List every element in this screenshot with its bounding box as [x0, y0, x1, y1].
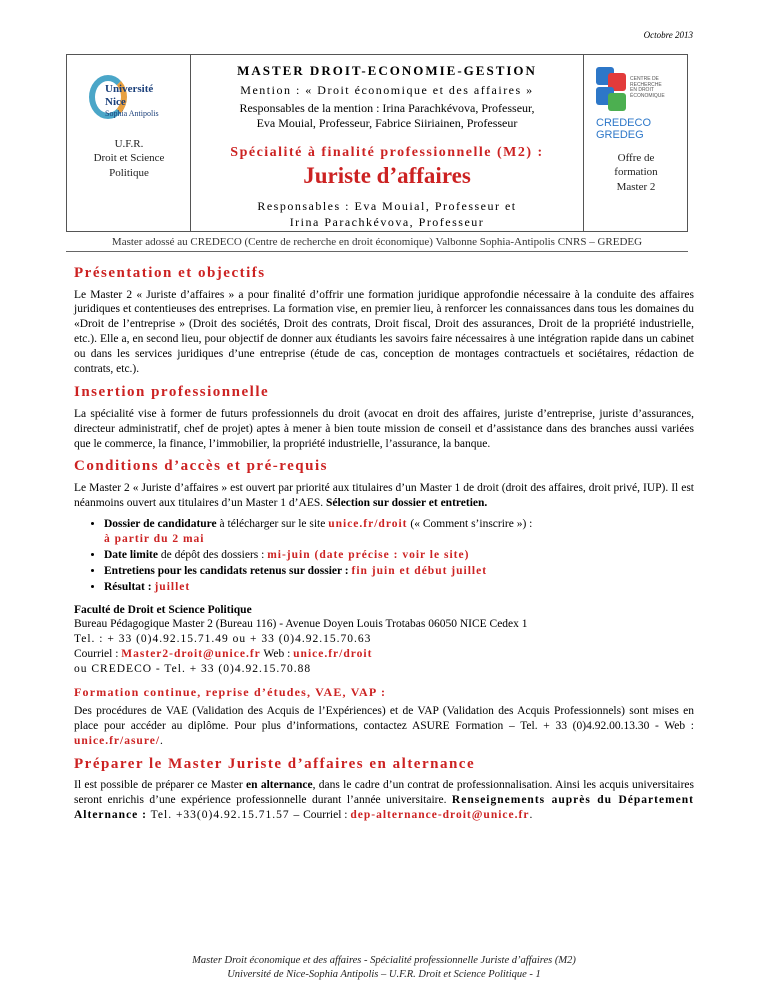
divider — [66, 251, 688, 252]
list-item — [104, 580, 694, 595]
logo-text-1: Université — [105, 83, 154, 95]
bullet-label: Dossier de candidature — [104, 517, 217, 530]
adosse-note: Master adossé au CREDECO (Centre de recherche en droit économique) Valbonne Sophia-Antipolis CNRS – GREDEG — [111, 236, 643, 248]
credeco-tel: ou CREDECO - Tel. + 33 (0)4.92.15.70.88 — [74, 663, 312, 676]
asure-link[interactable]: unice.fr/asure/ — [74, 734, 161, 747]
alternance-text: Il est possible de préparer ce Master en alternance, dans le cadre d’un contrat de professionnalisation. Ainsi les acquis universitaires seront enrichis d’une expérience professionnelle durant l’année universitaire. Renseignements auprès du Département Alternance : Tel. +33(0)4.92.15.71.57 – Courriel : dep-alternance-droit@unice.fr. — [74, 779, 695, 821]
web-link[interactable]: unice.fr/droit — [293, 648, 373, 661]
contact-tel: Tel. : + 33 (0)4.92.15.71.49 ou + 33 (0)4.92.15.70.63 — [74, 633, 372, 646]
credeco-small-1: CENTRE DE — [630, 76, 659, 82]
bullet-date: fin juin et début juillet — [351, 564, 488, 577]
bullet-label: Date limite — [104, 548, 158, 561]
credeco-small-text — [630, 77, 665, 99]
conditions-heading: Conditions d’accès et pré-requis — [74, 458, 328, 475]
document-date: Octobre 2013 — [643, 30, 693, 40]
faculte-name: Faculté de Droit et Science Politique — [74, 603, 252, 616]
conditions-text — [74, 481, 694, 511]
footer-line-2: Université de Nice-Sophia Antipolis – U.F.R. Droit et Science Politique - 1 — [227, 969, 541, 981]
ufr-line-1: U.F.R. — [114, 138, 144, 150]
specialite-responsables — [191, 199, 583, 230]
credeco-small-2: RECHERCHE — [630, 81, 662, 88]
credeco-name-2: GREDEG — [596, 129, 644, 142]
ufr-line-3: Politique — [109, 166, 149, 179]
email-link[interactable]: Master2-droit@unice.fr — [121, 648, 261, 661]
mention-responsables — [191, 101, 583, 131]
resp2-line-2: Irina Parachkévova, Professeur — [289, 214, 485, 229]
insertion-heading: Insertion professionnelle — [74, 384, 270, 401]
header-center-cell — [191, 55, 583, 231]
formation-text: Des procédures de VAE (Validation des Acquis de l’Expériences) et de VAP (Validation des Acquis Professionnels) sont mises en place pour accéder au diplôme. Pour plus d’informations, contactez ASURE Formation – Tel. + 33 (0)4.92.00.13.30 - Web : unice.fr/asure/. — [74, 704, 694, 747]
alternance-rens: Renseignements auprès du Département Alternance : — [74, 794, 695, 821]
footer — [0, 954, 768, 982]
list-item — [104, 517, 694, 547]
header-box — [66, 54, 688, 232]
bullet-date: à partir du 2 mai — [104, 532, 205, 545]
formation-body: Des procédures de VAE (Validation des Acquis de l’Expériences) et de VAP (Validation des Acquis Professionnels) sont mises en place pour accéder au diplôme. Pour plus d’informations, contactez ASURE Formation – Tel. + 33 (0)4.92.00.13.30 - Web : — [74, 704, 694, 732]
bullet-text: (« Comment s’inscrire ») : — [407, 517, 533, 530]
bullet-date: mi-juin (date précise : voir le site) — [267, 548, 470, 561]
bullet-date: juillet — [154, 580, 191, 593]
footer-line-1: Master Droit économique et des affaires - Spécialité professionnelle Juriste d’affaires (M2) — [192, 955, 576, 966]
insertion-text: La spécialité vise à former de futurs professionnels du droit (avocat en droit des affaires, juriste d’entreprise, juriste d’assurances, directeur administratif, chef de projet) aptes à mener à bien toute mission de conseil et d’assistance dans des branches aussi variées que le commerce, la finance, l’immobilier, la propriété industrielle, l’assurance, la banque. — [74, 407, 694, 450]
alternance-body-2: , dans le cadre d’un contrat de professionnalisation. Ainsi les acquis universitaires seront enrichis d’une expérience professionnelle durant l’année universitaire. — [74, 779, 695, 807]
presentation-heading: Présentation et objectifs — [74, 265, 266, 281]
credeco-name — [596, 117, 651, 141]
header-left-cell — [67, 55, 191, 231]
credeco-small-3: EN DROIT — [630, 87, 654, 93]
bureau-address: Bureau Pédagogique Master 2 (Bureau 116) - Avenue Doyen Louis Trotabas 06050 NICE Cedex 1 — [74, 618, 528, 631]
university-logo — [83, 73, 175, 127]
web-label: Web : — [260, 648, 294, 661]
mention: Mention : « Droit économique et des affaires » — [240, 83, 534, 97]
offre-line-3: Master 2 — [616, 180, 656, 193]
list-item — [104, 564, 694, 579]
alternance-email-link[interactable]: dep-alternance-droit@unice.fr — [350, 808, 530, 821]
conditions-list — [104, 517, 694, 595]
credeco-logo — [592, 63, 680, 143]
alternance-tel: Tel. +33(0)4.92.15.71.57 – — [147, 808, 301, 821]
bullet-label: Résultat : — [104, 580, 155, 593]
offre-label — [584, 151, 688, 194]
alternance-bold: en alternance — [246, 779, 313, 792]
conditions-body: Le Master 2 « Juriste d’affaires » est ouvert par priorité aux titulaires d’un Master 1 de droit (droit des affaires, droit privé, IUP). Il est néanmoins ouvert aux titulaires d’un Master 1 d’AES. — [74, 481, 694, 509]
contact-block — [74, 603, 694, 678]
ufr-label — [67, 137, 191, 180]
site-link[interactable]: unice.fr/droit — [328, 517, 408, 530]
alternance-body-1: Il est possible de préparer ce Master — [74, 779, 247, 792]
bullet-text: de dépôt des dossiers : — [157, 548, 268, 561]
logo-text-2: Nice — [105, 96, 126, 108]
list-item — [104, 548, 694, 563]
page-title: Juriste d’affaires — [303, 163, 471, 188]
specialite: Spécialité à finalité professionnelle (M2) : — [230, 145, 544, 160]
resp-line-2: Eva Mouial, Professeur, Fabrice Siiriainen, Professeur — [256, 116, 518, 130]
alternance-courriel-label: Courriel : — [303, 808, 351, 821]
resp-line-1: Responsables de la mention : Irina Parachkévova, Professeur, — [239, 101, 535, 115]
courriel-label: Courriel : — [74, 648, 122, 661]
credeco-small-4: ÉCONOMIQUE — [630, 92, 665, 99]
master-title: MASTER DROIT-ECONOMIE-GESTION — [237, 63, 537, 78]
bullet-text: à télécharger sur le site — [216, 517, 329, 530]
offre-line-2: formation — [614, 166, 658, 179]
formation-heading: Formation continue, reprise d’études, VAE, VAP : — [74, 685, 387, 700]
conditions-selection: Sélection sur dossier et entretien. — [326, 496, 488, 509]
ufr-line-2: Droit et Science — [93, 152, 165, 165]
alternance-heading: Préparer le Master Juriste d’affaires en alternance — [74, 755, 476, 772]
logo-text-3: Sophia Antipolis — [105, 109, 159, 118]
bullet-label: Entretiens pour les candidats retenus sur dossier : — [104, 564, 352, 577]
header-right-cell — [583, 55, 687, 231]
puzzle-piece-icon — [608, 93, 626, 111]
resp2-line-1: Responsables : Eva Mouial, Professeur et — [257, 199, 517, 213]
main-content — [74, 258, 694, 823]
presentation-text: Le Master 2 « Juriste d’affaires » a pour finalité d’offrir une formation juridique approfondie nécessaire à la conduite des affaires juridiques et contentieuses des entreprises. La formation vise, en premier lieu, à renforcer les connaissances dans tous les domaines du «Droit de l’entreprise » (Droit des sociétés, Droit des contrats, Droit fiscal, Droit des assurances, Droit de la propriété industrielle, etc.). Elle a, en second lieu, pour objectif de donner aux étudiants les savoirs faire nécessaires à une intégration rapide dans un cabinet ou dans les services juridiques d’une entreprise (étude de cas, conception de montages contractuels et sociétaires, rédaction de contrats, etc.). — [74, 288, 694, 376]
offre-line-1: Offre de — [617, 152, 655, 164]
credeco-name-1: CREDECO — [596, 117, 652, 129]
